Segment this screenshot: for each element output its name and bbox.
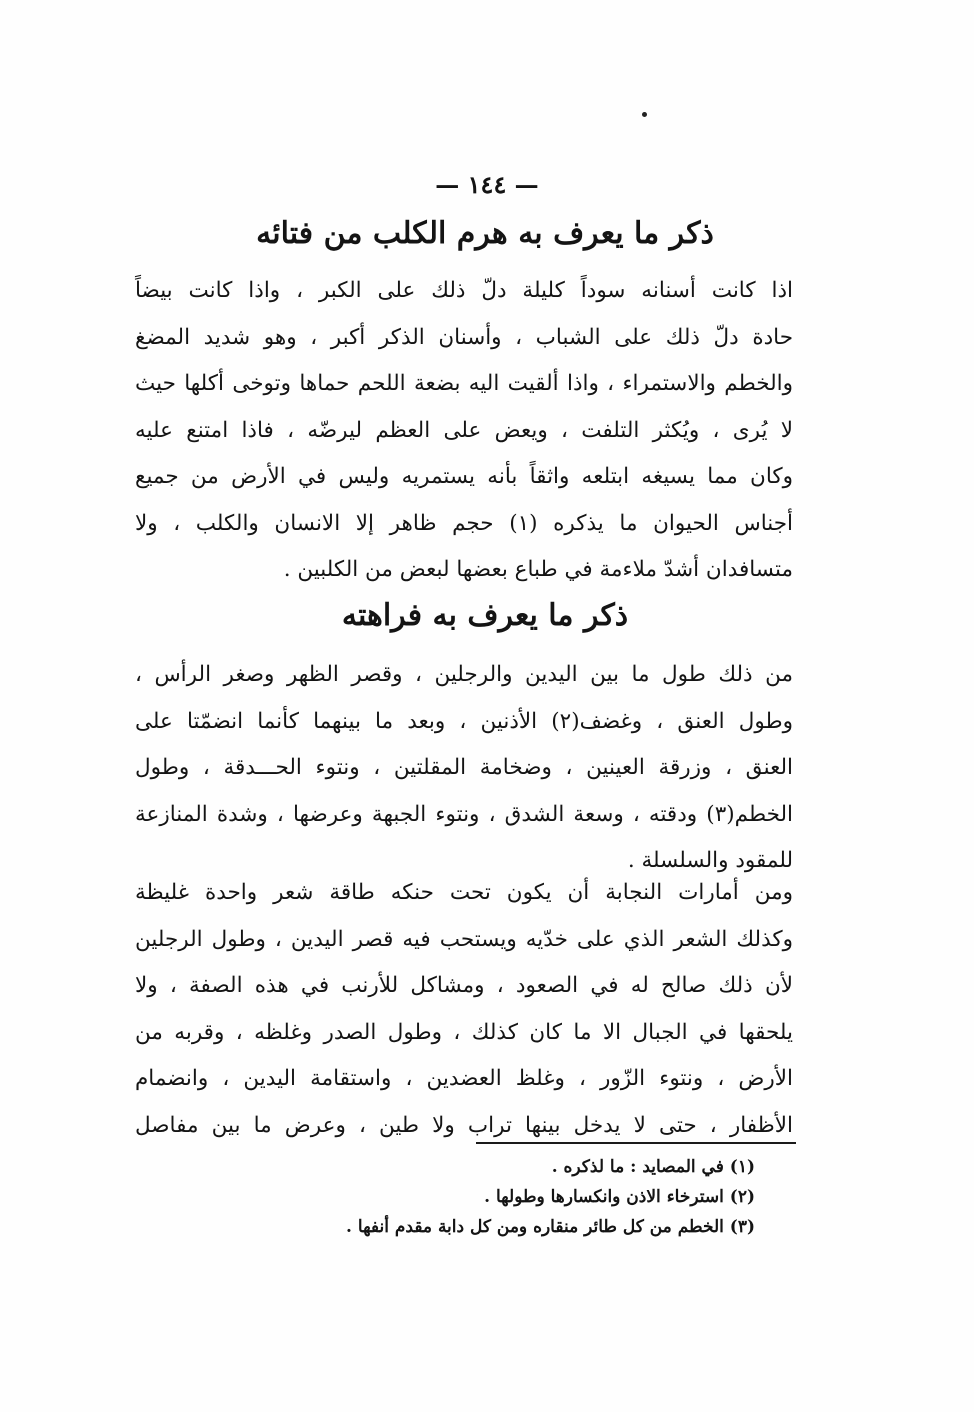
paragraph-signs [135,870,793,1149]
footnote-2: (٢) استرخاء الاذن وانكسارها وطولها . [484,1187,755,1207]
footnote-3: (٣) الخطم من كل طائر منقاره ومن كل دابة مقدم أنفها . [346,1217,755,1237]
page-number: — ١٤٤ — [435,170,539,199]
text-line: للمقود والسلسلة . [627,848,793,873]
footnote-1: (١) في المصايد : ما لذكره . [551,1157,755,1177]
text-line: وكذلك الشعر الذي على خدّيه ويستحب فيه قصر اليدين ، وطول الرجلين [135,926,793,952]
footnotes [135,1152,755,1242]
text-line: وكان مما يسيغه ابتلعه واثقاً بأنه يستمريه وليس في الأرض من جميع [135,464,793,489]
text-line: من ذلك طول ما بين اليدين والرجلين ، وقصر الظهر وصغر الرأس ، [135,662,793,687]
text-line: العنق ، وزرقة العينين ، وضخامة المقلتين ، ونتوء الحـــدقة ، وطول [135,755,793,780]
text-line: وطول العنق ، وغضف(٢) الأذنين ، وبعد ما بينهما كأنما انضمّتا على [135,708,793,734]
text-line: اذا كانت أسنانه سوداً كليلة دلّ ذلك على الكبر ، واذا كانت بيضاً [135,278,793,303]
section-heading-teeth: ذكر ما يعرف به هرم الكلب من فتائه [256,216,714,251]
text-line: حادة دلّ ذلك على الشباب ، وأسنان الذكر أكبر ، وهو شديد المضغ [135,324,793,350]
footnote-divider [476,1142,796,1144]
text-line: لا يُرى ، ويُكثر التلفت ، ويعض على العظم ليرضّه ، فاذا امتنع عليه [135,417,793,443]
text-line: الخطم(٣) ودقته ، وسعة الشدق ، ونتوء الجبهة وعرضها ، وشدة المنازعة [135,801,793,827]
paragraph-teeth [135,268,793,594]
paragraph-nobility [135,652,793,885]
text-line: أجناس الحيوان ما يذكره (١) حجم ظاهر إلا الانسان والكلب ، ولا [135,510,794,536]
text-line: والخطم والاستمراء ، واذا ألقيت اليه بضعة اللحم حماها وتوخى أكلها حيث [135,371,793,396]
text-line: الأرض ، ونتوء الزّور ، وغلظ العضدين ، واستقامة اليدين ، وانضمام [135,1066,793,1091]
text-line: يلحقها في الجبال الا ما كان كذلك ، وطول الصدر وغلظه ، وقربه من [135,1019,793,1045]
text-line: لأن ذلك صالح له في الصعود ، ومشاكل للأرنب في هذه الصفة ، ولا [135,973,793,998]
text-line: الأظفار ، حتى لا يدخل بينها تراب ولا طين ، وعرض ما بين مفاصل [135,1112,793,1138]
ink-speck [642,112,647,117]
section-heading-nobility: ذكر ما يعرف به فراهته [341,598,629,633]
text-line: ومن أمارات النجابة أن يكون تحت حنكه طاقة شعر واحدة غليظة [135,880,793,905]
text-line: متسافدان أشدّ ملاءمة في طباع بعضها لبعض من الكلبين . [283,557,793,582]
